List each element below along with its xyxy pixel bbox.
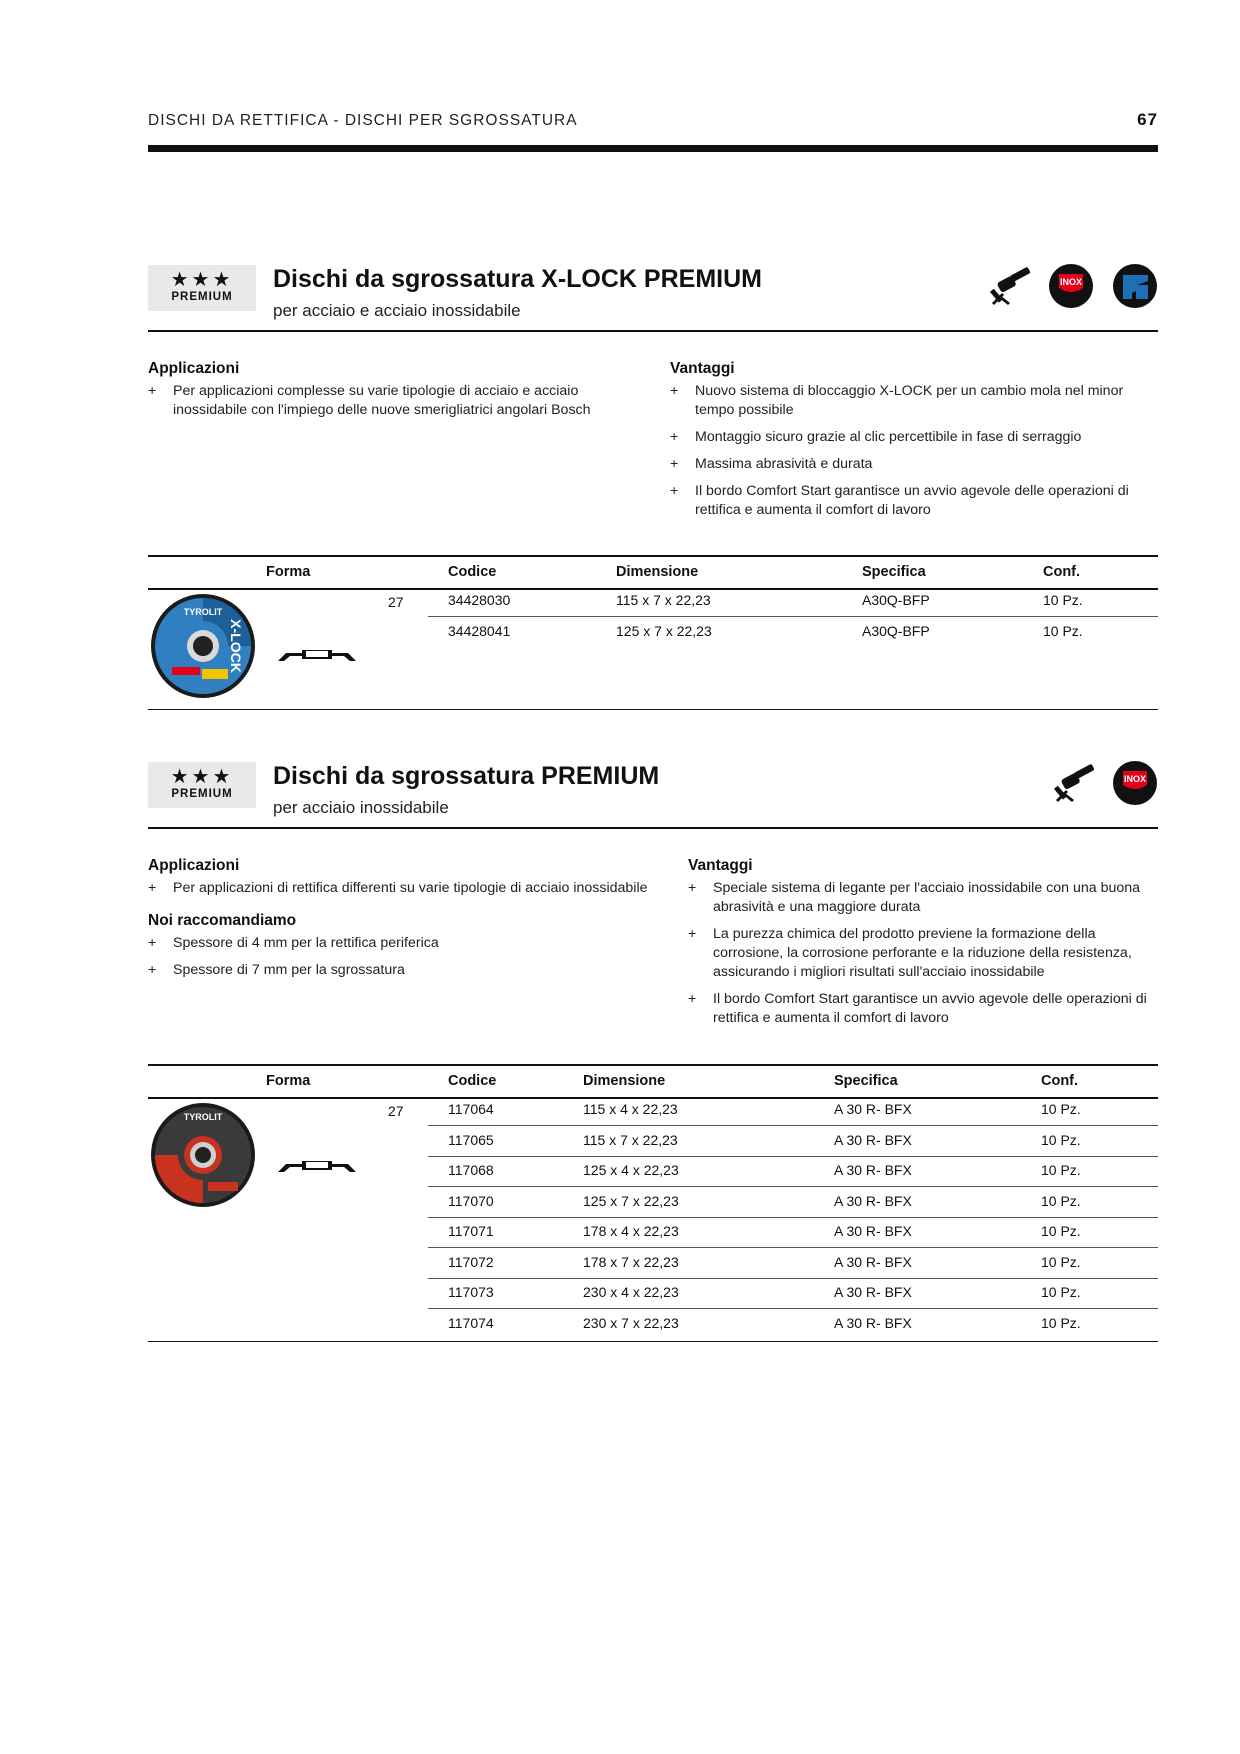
- list-item: + Spessore di 4 mm per la rettifica periferica: [148, 935, 439, 951]
- section-rule: [148, 330, 1158, 332]
- cell-conf: 10 Pz.: [1041, 1131, 1081, 1148]
- badge-label: PREMIUM: [171, 291, 233, 303]
- table-end-rule: [148, 709, 1158, 710]
- list-item: + Massima abrasività e durata: [670, 456, 873, 472]
- table-row: [428, 1217, 1158, 1248]
- table-end-rule: [148, 1341, 1158, 1342]
- application-icons: [978, 263, 1158, 313]
- application-icons: [1042, 760, 1158, 810]
- table-row: [428, 1248, 1158, 1279]
- cell-dimensione: 125 x 7 x 22,23: [583, 1192, 679, 1209]
- cell-conf: 10 Pz.: [1041, 1284, 1081, 1300]
- product-table: [148, 555, 1158, 710]
- cell-conf: 10 Pz.: [1041, 1192, 1081, 1209]
- list-item: + La purezza chimica del prodotto previene la formazione della corrosione, la corrosione perforante e la riduzione della resistenza, assicurando i migliori risultati sull'acciaio inossidabile: [688, 926, 1132, 980]
- section-subtitle: per acciaio e acciaio inossidabile: [273, 301, 521, 320]
- applicazioni-heading: Applicazioni: [148, 857, 240, 874]
- applicazioni-list: [148, 879, 678, 906]
- table-row: [428, 1126, 1158, 1157]
- list-item: + Per applicazioni di rettifica differenti su varie tipologie di acciaio inossidabile: [148, 880, 648, 896]
- forma-value: 27: [388, 594, 404, 610]
- cell-codice: 117074: [448, 1314, 494, 1331]
- section-premium: [148, 762, 1158, 1352]
- angle-grinder-icon: [1052, 760, 1098, 806]
- shape-27-icon: [276, 1156, 358, 1176]
- col-specifica: Specifica: [834, 1073, 898, 1089]
- premium-badge: [148, 762, 256, 808]
- cell-codice: 117068: [448, 1162, 494, 1178]
- list-item: + Il bordo Comfort Start garantisce un avvio agevole delle operazioni di rettifica e aumenta il comfort di lavoro: [670, 483, 1129, 518]
- raccomandiamo-list: [148, 934, 648, 988]
- cell-conf: 10 Pz.: [1041, 1253, 1081, 1270]
- raccomandiamo-heading: Noi raccomandiamo: [148, 912, 297, 929]
- table-row: [428, 617, 1158, 647]
- shape-27-icon: [276, 645, 358, 665]
- cell-dimensione: 115 x 7 x 22,23: [616, 592, 711, 608]
- col-specifica: Specifica: [862, 564, 926, 580]
- vantaggi-list: [670, 382, 1158, 528]
- cell-dimensione: 125 x 4 x 22,23: [583, 1162, 679, 1178]
- cell-conf: 10 Pz.: [1041, 1314, 1081, 1331]
- col-forma: Forma: [266, 1073, 311, 1089]
- stars-icon: ★★★: [170, 766, 234, 788]
- cell-conf: 10 Pz.: [1043, 623, 1083, 639]
- svg-text:TYROLIT: TYROLIT: [183, 1112, 223, 1122]
- inox-icon: [1112, 760, 1158, 806]
- section-rule: [148, 827, 1158, 829]
- cell-specifica: A30Q-BFP: [862, 592, 930, 608]
- stars-icon: ★★★: [170, 269, 234, 291]
- header-title: DISCHI DA RETTIFICA - DISCHI PER SGROSSATURA: [148, 112, 578, 129]
- cell-conf: 10 Pz.: [1041, 1223, 1081, 1239]
- applicazioni-heading: Applicazioni: [148, 360, 240, 377]
- cell-specifica: A 30 R- BFX: [834, 1284, 912, 1300]
- section-xlock-premium: [148, 265, 1158, 710]
- cell-codice: 117070: [448, 1192, 494, 1209]
- table-row: [428, 1095, 1158, 1126]
- page-number: 67: [1137, 110, 1158, 129]
- inox-icon: [1048, 263, 1094, 309]
- cell-specifica: A 30 R- BFX: [834, 1192, 912, 1209]
- table-header: [148, 555, 1158, 590]
- cell-dimensione: 178 x 7 x 22,23: [583, 1253, 679, 1270]
- page-header: [148, 110, 1158, 130]
- cell-codice: 34428041: [448, 623, 511, 639]
- cell-dimensione: 125 x 7 x 22,23: [616, 623, 712, 639]
- applicazioni-list: [148, 382, 598, 428]
- list-item: + Spessore di 7 mm per la sgrossatura: [148, 962, 405, 978]
- list-item: + Il bordo Comfort Start garantisce un avvio agevole delle operazioni di rettifica e aumenta il comfort di lavoro: [688, 991, 1147, 1026]
- col-conf: Conf.: [1041, 1073, 1079, 1089]
- list-item: + Speciale sistema di legante per l'acciaio inossidabile con una buona abrasività e una maggiore durata: [688, 880, 1141, 915]
- cell-specifica: A 30 R- BFX: [834, 1253, 912, 1270]
- premium-disc-image: [150, 1102, 256, 1208]
- cell-dimensione: 115 x 7 x 22,23: [583, 1131, 678, 1148]
- cell-codice: 117064: [448, 1101, 494, 1117]
- table-row: [428, 1187, 1158, 1218]
- vantaggi-heading: Vantaggi: [670, 360, 735, 377]
- table-row: [428, 1309, 1158, 1339]
- cell-conf: 10 Pz.: [1041, 1162, 1081, 1178]
- cell-dimensione: 230 x 7 x 22,23: [583, 1314, 679, 1331]
- cell-codice: 117073: [448, 1284, 494, 1300]
- cell-specifica: A 30 R- BFX: [834, 1223, 912, 1239]
- section-title: Dischi da sgrossatura X-LOCK PREMIUM: [273, 265, 762, 293]
- angle-grinder-icon: [988, 263, 1034, 309]
- col-codice: Codice: [448, 1073, 497, 1089]
- col-forma: Forma: [266, 564, 311, 580]
- cell-dimensione: 230 x 4 x 22,23: [583, 1284, 679, 1300]
- product-table: [148, 1064, 1158, 1344]
- cell-dimensione: 178 x 4 x 22,23: [583, 1223, 679, 1239]
- svg-text:TYROLIT: TYROLIT: [183, 607, 223, 617]
- cell-specifica: A 30 R- BFX: [834, 1131, 912, 1148]
- cell-conf: 10 Pz.: [1041, 1101, 1081, 1117]
- svg-text:X-LOCK: X-LOCK: [228, 619, 244, 673]
- section-title: Dischi da sgrossatura PREMIUM: [273, 762, 660, 790]
- inox-label: INOX: [1123, 774, 1147, 784]
- cell-codice: 117065: [448, 1131, 494, 1148]
- cell-dimensione: 115 x 4 x 22,23: [583, 1101, 678, 1117]
- cell-codice: 34428030: [448, 592, 511, 608]
- steel-icon: [1112, 263, 1158, 309]
- table-header: [148, 1064, 1158, 1099]
- vantaggi-heading: Vantaggi: [688, 857, 753, 874]
- cell-specifica: A 30 R- BFX: [834, 1314, 912, 1331]
- table-row: [428, 1278, 1158, 1309]
- inox-label: INOX: [1059, 277, 1083, 287]
- cell-specifica: A 30 R- BFX: [834, 1162, 912, 1178]
- cell-specifica: A 30 R- BFX: [834, 1101, 912, 1117]
- section-subtitle: per acciaio inossidabile: [273, 798, 449, 817]
- vantaggi-list: [688, 879, 1158, 1036]
- badge-label: PREMIUM: [171, 788, 233, 800]
- list-item: + Per applicazioni complesse su varie tipologie di acciaio e acciaio inossidabile con l'impiego delle nuove smerigliatrici angolari Bosch: [148, 383, 591, 418]
- forma-value: 27: [388, 1103, 404, 1119]
- cell-codice: 117071: [448, 1223, 494, 1239]
- table-row: [428, 586, 1158, 617]
- list-item: + Nuovo sistema di bloccaggio X-LOCK per un cambio mola nel minor tempo possibile: [670, 383, 1124, 418]
- col-codice: Codice: [448, 564, 497, 580]
- cell-specifica: A30Q-BFP: [862, 623, 930, 639]
- col-dimensione: Dimensione: [583, 1073, 666, 1089]
- col-conf: Conf.: [1043, 564, 1081, 580]
- header-rule: [148, 145, 1158, 152]
- list-item: + Montaggio sicuro grazie al clic percettibile in fase di serraggio: [670, 429, 1082, 445]
- xlock-disc-image: [150, 593, 256, 699]
- table-row: [428, 1156, 1158, 1187]
- cell-codice: 117072: [448, 1253, 494, 1270]
- premium-badge: [148, 265, 256, 311]
- cell-conf: 10 Pz.: [1043, 592, 1083, 608]
- col-dimensione: Dimensione: [616, 564, 699, 580]
